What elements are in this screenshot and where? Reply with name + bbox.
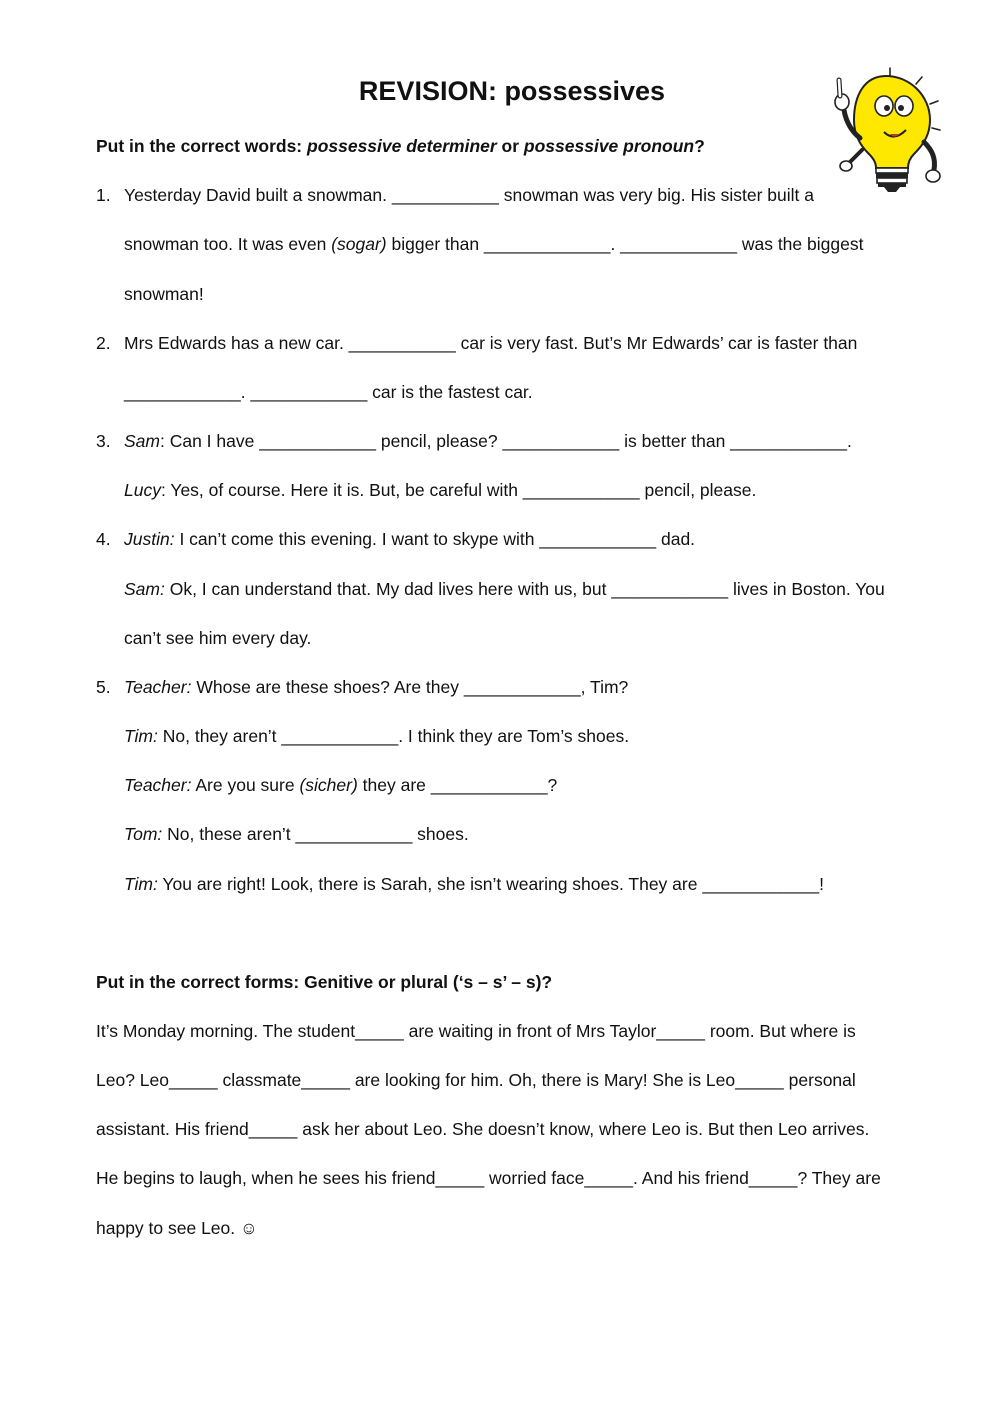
text: : Can I have ____________ pencil, please? ____________ is better than ____________. — [159, 431, 852, 451]
paragraph-line: He begins to laugh, when he sees his friend_____ worried face_____. And his friend_____? They are — [96, 1168, 881, 1188]
text: they are ____________? — [357, 775, 558, 795]
speaker-name: Tom: — [124, 824, 163, 844]
exercise-line — [124, 232, 863, 256]
speaker-name: Sam: — [124, 579, 165, 599]
exercise-line — [124, 773, 557, 797]
instruction-text-or: or — [496, 136, 524, 156]
speaker-name: Teacher: — [124, 775, 192, 795]
lightbulb-mascot-icon — [826, 66, 946, 194]
exercise-line — [124, 429, 852, 453]
exercise-line — [124, 724, 629, 748]
german-hint: (sogar) — [331, 234, 387, 254]
instruction-term-determiner: possessive determiner — [307, 136, 497, 156]
text: You are right! Look, there is Sarah, she isn’t wearing shoes. They are ____________! — [157, 874, 824, 894]
german-hint: (sicher) — [299, 775, 358, 795]
exercise-line — [124, 872, 824, 896]
paragraph-line: happy to see Leo. ☺ — [96, 1218, 258, 1238]
instruction-text-end: ? — [694, 136, 705, 156]
item-number: 5. — [96, 677, 111, 697]
item-number: 4. — [96, 529, 111, 549]
speaker-name: Teacher: — [124, 677, 192, 697]
speaker-name: Tim: — [124, 874, 158, 894]
speaker-name: Sam — [124, 431, 160, 451]
item-number: 3. — [96, 431, 111, 451]
section2-instruction: Put in the correct forms: Genitive or plural (‘s – s’ – s)? — [96, 972, 553, 992]
instruction-text: Put in the correct words: — [96, 136, 307, 156]
paragraph-line: assistant. His friend_____ ask her about Leo. She doesn’t know, where Leo is. But then Leo arrives. — [96, 1119, 870, 1139]
text: No, these aren’t ____________ shoes. — [162, 824, 469, 844]
exercise-line: snowman! — [124, 284, 204, 304]
item-number: 1. — [96, 185, 111, 205]
exercise-line: Yesterday David built a snowman. ___________ snowman was very big. His sister built a — [124, 185, 815, 205]
exercise-line: Mrs Edwards has a new car. ___________ car is very fast. But’s Mr Edwards’ car is faster than — [124, 333, 858, 353]
paragraph-line: It’s Monday morning. The student_____ are waiting in front of Mrs Taylor_____ room. But where is — [96, 1021, 856, 1041]
exercise-line — [124, 675, 628, 699]
speaker-name: Justin: — [124, 529, 175, 549]
exercise-line: can’t see him every day. — [124, 628, 312, 648]
text: bigger than _____________. ____________ was the biggest — [386, 234, 864, 254]
exercise-line: ____________. ____________ car is the fastest car. — [124, 382, 533, 402]
text: I can’t come this evening. I want to skype with ____________ dad. — [174, 529, 696, 549]
speaker-name: Tim: — [124, 726, 158, 746]
text: Whose are these shoes? Are they ____________, Tim? — [191, 677, 629, 697]
exercise-line — [124, 478, 756, 502]
text: Are you sure — [191, 775, 300, 795]
text: : Yes, of course. Here it is. But, be careful with ____________ pencil, please. — [160, 480, 757, 500]
speaker-name: Lucy — [124, 480, 161, 500]
exercise-line — [124, 822, 469, 846]
exercise-line — [124, 527, 695, 551]
text: No, they aren’t ____________. I think they are Tom’s shoes. — [157, 726, 630, 746]
instruction-term-pronoun: possessive pronoun — [523, 136, 695, 156]
item-number: 2. — [96, 333, 111, 353]
paragraph-line: Leo? Leo_____ classmate_____ are looking for him. Oh, there is Mary! She is Leo_____ personal — [96, 1070, 856, 1090]
text: snowman too. It was even — [124, 234, 332, 254]
text: Ok, I can understand that. My dad lives here with us, but ____________ lives in Boston. You — [164, 579, 885, 599]
page-title: REVISION: possessives — [358, 76, 666, 106]
exercise-line — [124, 577, 885, 601]
section1-instruction — [96, 134, 705, 158]
